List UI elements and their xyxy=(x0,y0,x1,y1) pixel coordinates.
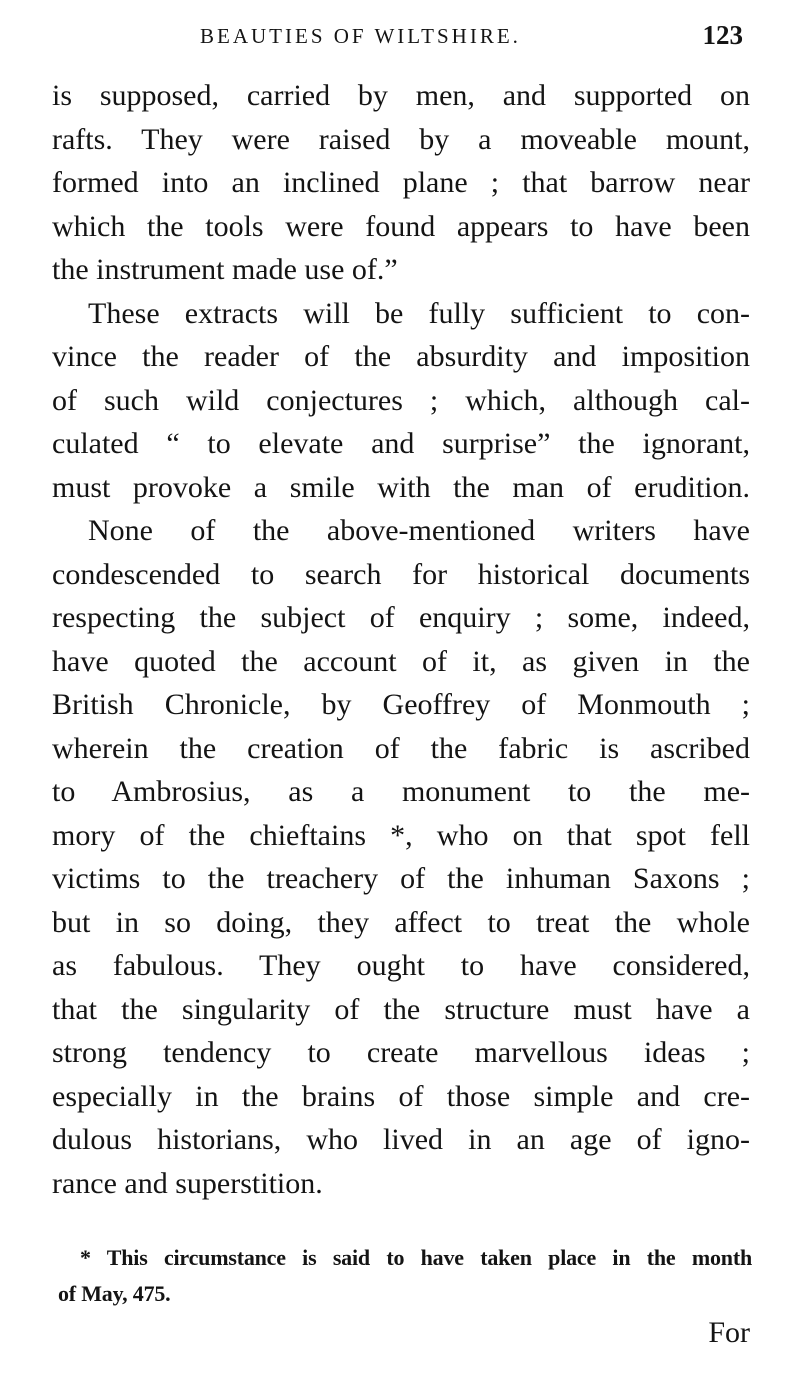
running-head xyxy=(0,20,800,56)
text-line: None of the above-mentioned writers have xyxy=(88,514,750,547)
text-line: rance and superstition. xyxy=(52,1166,323,1200)
text-line: wherein the creation of the fabric is ascribed xyxy=(52,731,750,765)
footnote-line: * This circumstance is said to have taken place in the month xyxy=(80,1245,752,1270)
running-title: BEAUTIES OF WILTSHIRE. xyxy=(200,24,521,48)
text-line: vince the reader of the absurdity and imposition xyxy=(52,340,750,373)
text-line: to Ambrosius, as a monument to the me- xyxy=(52,775,750,808)
footnote-line: of May, 475. xyxy=(58,1281,171,1306)
footnote xyxy=(58,1240,752,1312)
catchword: For xyxy=(708,1316,750,1349)
text-line: British Chronicle, by Geoffrey of Monmouth ; xyxy=(52,688,750,721)
text-line: but in so doing, they affect to treat the whole xyxy=(52,905,750,939)
text-line: rafts. They were raised by a moveable mount, xyxy=(52,122,750,156)
text-line: must provoke a smile with the man of erudition. xyxy=(52,470,750,504)
text-line: culated “ to elevate and surprise” the ignorant, xyxy=(52,427,750,460)
text-line: strong tendency to create marvellous ideas ; xyxy=(52,1036,750,1069)
text-line: as fabulous. They ought to have considered, xyxy=(52,949,750,982)
text-line: dulous historians, who lived in an age of igno- xyxy=(52,1123,750,1156)
text-line: mory of the chieftains *, who on that spot fell xyxy=(52,818,750,852)
text-line: the instrument made use of.” xyxy=(52,253,398,286)
text-line: that the singularity of the structure must have a xyxy=(52,992,750,1026)
text-line: especially in the brains of those simple and cre- xyxy=(52,1079,750,1113)
text-line: condescended to search for historical documents xyxy=(52,557,750,591)
text-line: of such wild conjectures ; which, although cal- xyxy=(52,383,750,417)
text-line: is supposed, carried by men, and supported on xyxy=(52,79,750,112)
text-line: respecting the subject of enquiry ; some, indeed, xyxy=(52,601,750,634)
text-line: These extracts will be fully sufficient to con- xyxy=(88,296,750,330)
page-number: 123 xyxy=(702,20,743,50)
text-line: which the tools were found appears to have been xyxy=(52,209,750,243)
text-line: formed into an inclined plane ; that barrow near xyxy=(52,166,750,199)
text-line: have quoted the account of it, as given in the xyxy=(52,644,750,678)
body-text xyxy=(52,74,750,1205)
text-line: victims to the treachery of the inhuman Saxons ; xyxy=(52,862,750,895)
